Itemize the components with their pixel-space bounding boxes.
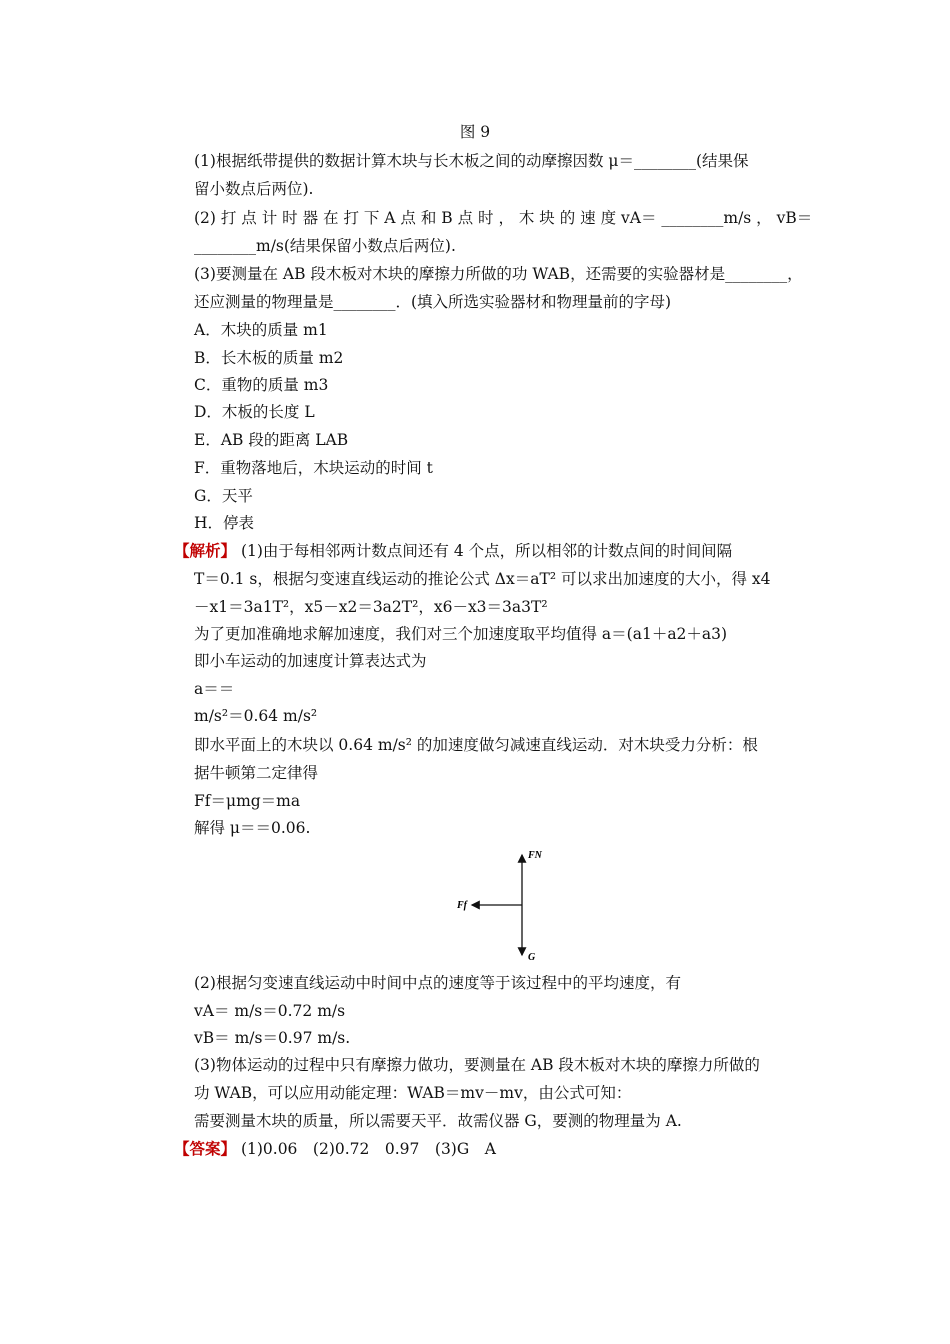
- analysis-line-10: Ff＝μmg＝ma: [194, 792, 301, 810]
- option-h: H．停表: [194, 514, 255, 532]
- analysis-line-16: 功 WAB，可以应用动能定理：WAB＝mv－mv，由公式可知：: [194, 1084, 632, 1102]
- analysis-line-12: (2)根据匀变速直线运动中时间中点的速度等于该过程中的平均速度，有: [194, 974, 681, 992]
- answer-text: (1)0.06 (2)0.72 0.97 (3)G A: [240, 1140, 496, 1158]
- question-2-line-2: ________m/s(结果保留小数点后两位).: [194, 237, 456, 255]
- analysis-line-14: vB＝ m/s＝0.97 m/s.: [194, 1029, 351, 1047]
- analysis-line-13: vA＝ m/s＝0.72 m/s: [194, 1002, 346, 1020]
- answer-tag: 【答案】: [174, 1139, 237, 1158]
- option-a: A．木块的质量 m1: [194, 321, 328, 339]
- analysis-line-7: m/s²＝0.64 m/s²: [194, 707, 318, 725]
- option-c: C．重物的质量 m3: [194, 376, 329, 394]
- option-e: E．AB 段的距离 LAB: [194, 431, 349, 449]
- analysis-line-5: 即小车运动的加速度计算表达式为: [194, 652, 427, 670]
- analysis-line-15: (3)物体运动的过程中只有摩擦力做功，要测量在 AB 段木板对木块的摩擦力所做的: [194, 1056, 760, 1074]
- analysis-line-3: －x1＝3a1T²，x5－x2＝3a2T²，x6－x3＝3a3T²: [194, 598, 548, 616]
- question-1-line-1: (1)根据纸带提供的数据计算木块与长木板之间的动摩擦因数 μ＝________(结果保: [194, 152, 749, 170]
- answer-line: [174, 1139, 496, 1159]
- force-diagram: [455, 845, 555, 965]
- option-f: F．重物落地后，木块运动的时间 t: [194, 459, 433, 477]
- question-3-line-1: (3)要测量在 AB 段木板对木块的摩擦力所做的功 WAB，还需要的实验器材是________，: [194, 265, 803, 283]
- normal-force-label: FN: [528, 850, 542, 861]
- option-g: G．天平: [194, 487, 253, 505]
- analysis-text-1: (1)由于每相邻两计数点间还有 4 个点，所以相邻的计数点间的时间间隔: [240, 542, 733, 560]
- analysis-line-9: 据牛顿第二定律得: [194, 764, 319, 782]
- question-1-line-2: 留小数点后两位).: [194, 180, 314, 198]
- analysis-line-1: [174, 541, 732, 561]
- figure-caption: 图 9: [459, 123, 491, 141]
- option-b: B．长木板的质量 m2: [194, 349, 344, 367]
- gravity-label: G: [528, 952, 536, 963]
- analysis-line-4: 为了更加准确地求解加速度，我们对三个加速度取平均值得 a＝(a1＋a2＋a3): [194, 625, 728, 643]
- option-d: D．木板的长度 L: [194, 403, 315, 421]
- analysis-line-6: a＝＝: [194, 680, 235, 698]
- analysis-line-2: T＝0.1 s，根据匀变速直线运动的推论公式 Δx＝aT² 可以求出加速度的大小，得 x4: [194, 570, 771, 588]
- analysis-line-11: 解得 μ＝＝0.06.: [194, 819, 311, 837]
- analysis-line-17: 需要测量木块的质量，所以需要天平．故需仪器 G，要测的物理量为 A.: [194, 1112, 682, 1130]
- analysis-line-8: 即水平面上的木块以 0.64 m/s² 的加速度做匀减速直线运动．对木块受力分析：根: [194, 736, 758, 754]
- question-2-line-1: (2) 打 点 计 时 器 在 打 下 A 点 和 B 点 时 ， 木 块 的 速 度 vA＝ ________m/s ， vB＝: [194, 209, 813, 227]
- friction-force-label: Ff: [457, 900, 467, 911]
- analysis-tag: 【解析】: [174, 541, 237, 560]
- question-3-line-2: 还应测量的物理量是________．(填入所选实验器材和物理量前的字母): [194, 293, 672, 311]
